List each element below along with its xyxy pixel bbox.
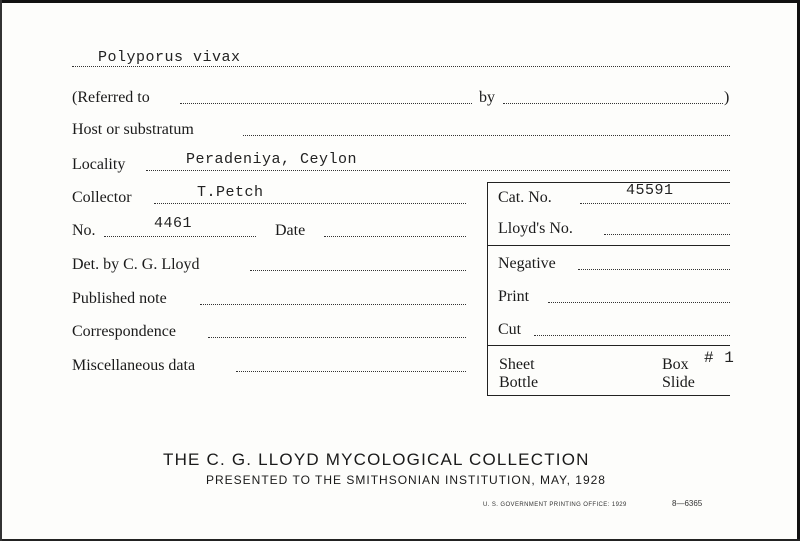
no-label: No. bbox=[72, 222, 96, 239]
cut-line bbox=[534, 335, 730, 336]
right-box-top-border bbox=[487, 182, 730, 183]
collection-subtitle: PRESENTED TO THE SMITHSONIAN INSTITUTION, MAY, 1928 bbox=[206, 473, 606, 487]
misc-data-line bbox=[236, 371, 466, 372]
negative-label: Negative bbox=[498, 255, 556, 272]
no-value: 4461 bbox=[154, 215, 193, 232]
misc-data-label: Miscellaneous data bbox=[72, 357, 196, 374]
locality-label: Locality bbox=[72, 156, 126, 173]
lloyds-no-label: Lloyd's No. bbox=[498, 220, 573, 237]
referred-to-line bbox=[180, 103, 472, 104]
published-note-line bbox=[200, 304, 466, 305]
host-line bbox=[243, 135, 730, 136]
cut-label: Cut bbox=[498, 321, 522, 338]
species-line bbox=[72, 66, 730, 67]
right-box-divider-2 bbox=[487, 345, 730, 346]
cat-no-value: 45591 bbox=[626, 182, 674, 199]
box-value: # 1 bbox=[704, 349, 735, 367]
print-label: Print bbox=[498, 288, 530, 305]
cat-no-line bbox=[580, 203, 730, 204]
locality-value: Peradeniya, Ceylon bbox=[186, 151, 358, 168]
collector-value: T.Petch bbox=[197, 184, 264, 201]
cat-no-label: Cat. No. bbox=[498, 189, 552, 206]
locality-line bbox=[146, 170, 730, 171]
right-box-bottom-border bbox=[487, 395, 730, 396]
card-edge-left bbox=[0, 0, 2, 541]
det-by-line bbox=[250, 270, 466, 271]
box-label: Box bbox=[662, 356, 689, 373]
printing-office-note: U. S. GOVERNMENT PRINTING OFFICE: 1929 bbox=[483, 502, 627, 508]
by-label: by bbox=[479, 89, 495, 106]
collection-title: THE C. G. LLOYD MYCOLOGICAL COLLECTION bbox=[163, 450, 590, 469]
right-box-divider-1 bbox=[487, 245, 730, 246]
closing-paren: ) bbox=[724, 89, 730, 106]
date-label: Date bbox=[275, 222, 306, 239]
right-box-left-border bbox=[487, 182, 488, 396]
slide-label: Slide bbox=[662, 374, 695, 391]
det-by-label: Det. by C. G. Lloyd bbox=[72, 256, 200, 273]
no-line bbox=[104, 236, 256, 237]
published-note-label: Published note bbox=[72, 290, 167, 307]
date-line bbox=[324, 236, 466, 237]
form-code: 8—6365 bbox=[672, 499, 703, 508]
host-label: Host or substratum bbox=[72, 121, 194, 138]
collector-label: Collector bbox=[72, 189, 132, 206]
correspondence-line bbox=[208, 337, 466, 338]
referred-to-label: (Referred to bbox=[72, 89, 150, 106]
collector-line bbox=[154, 203, 466, 204]
card-edge-top bbox=[0, 0, 800, 3]
lloyds-no-line bbox=[604, 234, 730, 235]
by-line bbox=[503, 103, 723, 104]
species-name: Polyporus vivax bbox=[98, 49, 241, 66]
sheet-label: Sheet bbox=[499, 356, 535, 373]
negative-line bbox=[578, 269, 730, 270]
print-line bbox=[548, 302, 730, 303]
correspondence-label: Correspondence bbox=[72, 323, 176, 340]
bottle-label: Bottle bbox=[499, 374, 539, 391]
